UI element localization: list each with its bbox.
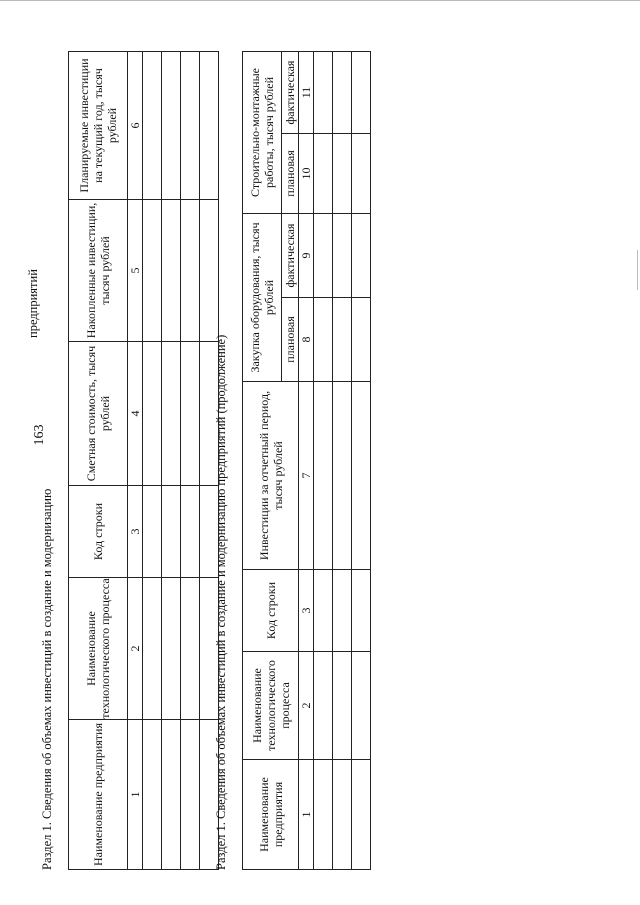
section2-table [242,51,371,870]
col-number: 9 [299,214,314,298]
table-cell [162,578,181,720]
subheader-equipment-actual: фактическая [282,214,299,298]
table-cell [181,342,200,486]
header-accumulated-investments: Накопленные инвестиции, тысяч рублей [69,200,128,342]
table-cell [143,578,162,720]
col-number: 7 [299,382,314,570]
table-cell [333,134,352,214]
col-number: 1 [128,720,143,870]
table-cell [333,570,352,652]
col-number: 4 [128,342,143,486]
header-enterprise: Наименование предприятия [69,720,128,870]
table-cell [181,578,200,720]
table-cell [352,214,371,298]
header-row-code: Код строки [243,570,299,652]
header-row-code: Код строки [69,486,128,578]
table-cell [333,214,352,298]
col-number: 6 [128,52,143,200]
table-cell [181,52,200,200]
table-cell [162,52,181,200]
table-cell [314,382,333,570]
section2-column-number-row [299,52,314,870]
table-cell [162,342,181,486]
col-number: 1 [299,760,314,870]
table-cell [333,760,352,870]
table-cell [162,200,181,342]
table-cell [143,200,162,342]
table-row [162,52,181,870]
table-row [333,52,352,870]
header-construction-works: Строительно-монтажные работы, тысяч рублей [243,52,282,214]
col-number: 5 [128,200,143,342]
table-cell [314,570,333,652]
table-cell [333,298,352,382]
table-cell [352,652,371,760]
header-process: Наименование технологического процесса [243,652,299,760]
header-estimated-cost: Сметная стоимость, тысяч рублей [69,342,128,486]
table-cell [181,720,200,870]
table-cell [200,52,219,200]
col-number: 11 [299,52,314,134]
section2-caption: Раздел 1. Сведения об объемах инвестиций в создание и модернизацию предприятий (продолжение) [214,334,228,870]
scan-edge-top [0,0,640,1]
header-planned-investments: Планируемые инвестиции на текущий год, тысяч рублей [69,52,128,200]
subheader-construction-actual: фактическая [282,52,299,134]
col-number: 2 [299,652,314,760]
header-enterprise: Наименование предприятия [243,760,299,870]
table-cell [143,342,162,486]
section2-header-row [243,52,282,870]
header-reporting-period-investments: Инвестиции за отчетный период, тысяч рублей [243,382,299,570]
table-cell [162,720,181,870]
rotated-page-content [26,20,610,880]
page-number: 163 [32,424,47,446]
table-cell [143,720,162,870]
section1-caption-tail: предприятий [26,269,40,338]
table-cell [352,298,371,382]
table-row [143,52,162,870]
subheader-equipment-planned: плановая [282,298,299,382]
table-cell [314,52,333,134]
section1-caption-main: Раздел 1. Сведения об объемах инвестиций в создание и модернизацию [40,488,54,870]
table-cell [314,298,333,382]
table-cell [352,382,371,570]
table-cell [352,570,371,652]
table-cell [352,52,371,134]
table-cell [333,652,352,760]
col-number: 3 [299,570,314,652]
table-cell [352,760,371,870]
table-cell [200,200,219,342]
col-number: 3 [128,486,143,578]
table-cell [181,486,200,578]
col-number: 2 [128,578,143,720]
col-number: 8 [299,298,314,382]
table-cell [143,486,162,578]
scan-edge-mark [637,250,638,290]
table-cell [314,134,333,214]
header-equipment-purchase: Закупка оборудования, тысяч рублей [243,214,282,382]
table-cell [333,52,352,134]
table-cell [333,382,352,570]
subheader-construction-planned: плановая [282,134,299,214]
table-cell [314,214,333,298]
table-row [352,52,371,870]
table-cell [352,134,371,214]
table-cell [314,652,333,760]
header-process: Наименование технологического процесса [69,578,128,720]
section1-table [68,51,219,870]
section1-column-number-row [128,52,143,870]
table-cell [314,760,333,870]
col-number: 10 [299,134,314,214]
table-cell [143,52,162,200]
table-cell [162,486,181,578]
section1-header-row [69,52,128,870]
table-row [181,52,200,870]
table-row [314,52,333,870]
table-cell [181,200,200,342]
